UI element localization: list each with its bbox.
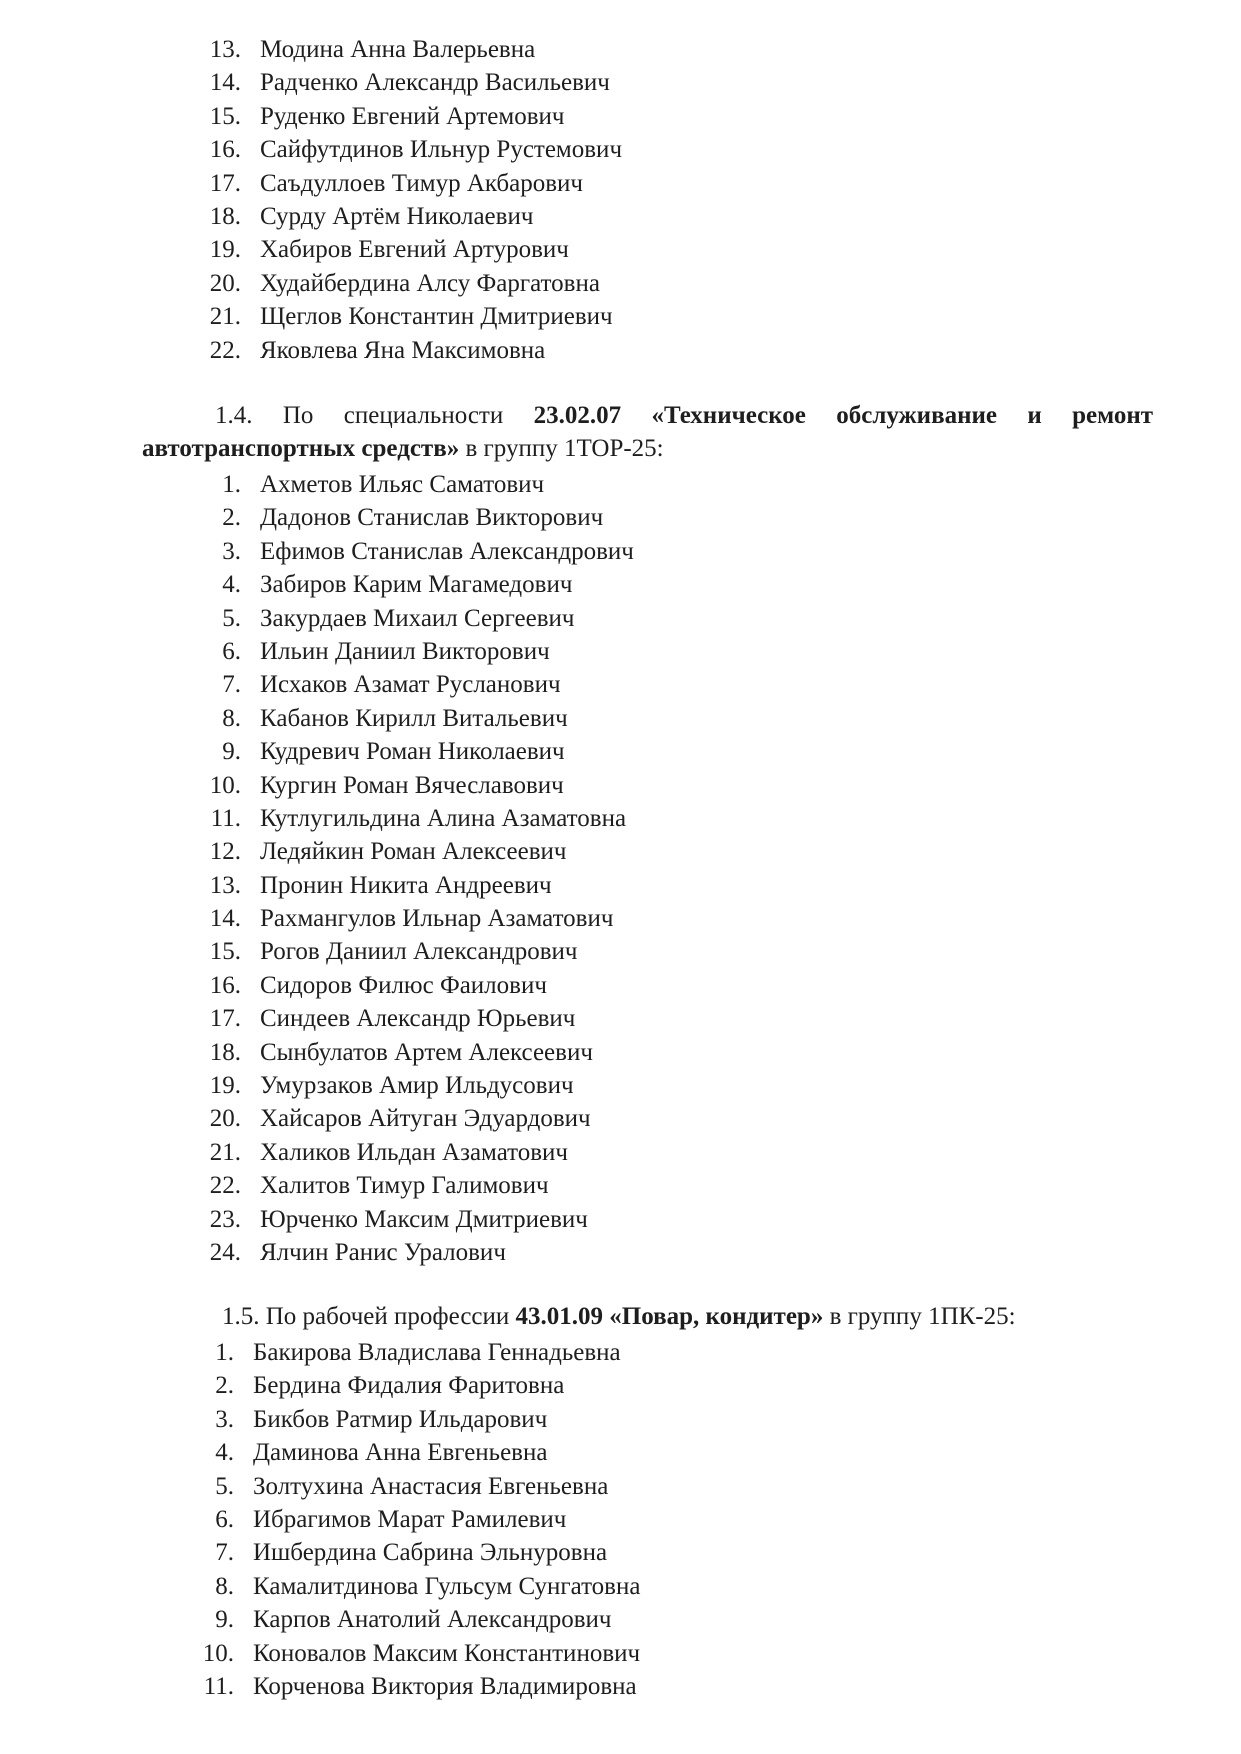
list-item [197, 1002, 897, 1035]
student-name: Камалитдинова Гульсум Сунгатовна [253, 1572, 641, 1600]
student-list-1tor-25 [197, 468, 897, 1269]
item-number: 9. [215, 1606, 234, 1634]
list-item [197, 334, 897, 367]
list-item [197, 233, 897, 266]
item-number: 2. [215, 1372, 234, 1400]
item-number: 4. [215, 1439, 234, 1467]
list-item [190, 1503, 890, 1536]
item-number: 7. [222, 671, 241, 699]
list-item [197, 902, 897, 935]
item-number: 16. [209, 971, 241, 999]
item-number: 15. [209, 938, 241, 966]
item-number: 18. [209, 1038, 241, 1066]
student-name: Пронин Никита Андреевич [260, 871, 552, 899]
item-number: 1. [222, 471, 241, 498]
item-number: 6. [222, 637, 241, 665]
list-item [197, 133, 897, 166]
student-name: Рахмангулов Ильнар Азаматович [260, 905, 614, 933]
list-item [197, 100, 897, 133]
list-item [197, 702, 897, 735]
item-number: 2. [222, 504, 241, 532]
item-number: 20. [209, 269, 241, 297]
student-name: Худайбердина Алсу Фаргатовна [260, 269, 600, 297]
item-number: 10. [202, 1639, 234, 1667]
item-number: 13. [209, 36, 241, 63]
student-name: Халитов Тимур Галимович [260, 1172, 549, 1200]
item-number: 8. [215, 1572, 234, 1600]
list-item [190, 1470, 890, 1503]
student-name: Саъдуллоев Тимур Акбарович [260, 169, 583, 197]
item-number: 6. [215, 1505, 234, 1533]
student-name: Сынбулатов Артем Алексеевич [260, 1038, 593, 1066]
item-number: 22. [209, 1172, 241, 1200]
list-item [197, 1036, 897, 1069]
list-item [197, 200, 897, 233]
list-item [197, 1069, 897, 1102]
list-item [190, 1369, 890, 1402]
student-name: Кудревич Роман Николаевич [260, 738, 565, 766]
list-item [197, 635, 897, 668]
student-list-1pk-25 [190, 1336, 890, 1703]
student-name: Рогов Даниил Александрович [260, 938, 578, 966]
item-number: 18. [209, 202, 241, 230]
student-name: Бикбов Ратмир Ильдарович [253, 1405, 548, 1433]
item-number: 7. [215, 1539, 234, 1567]
list-item [197, 33, 897, 66]
item-number: 16. [209, 136, 241, 164]
student-name: Исхаков Азамат Русланович [260, 671, 561, 699]
list-item [197, 735, 897, 768]
list-item [197, 1169, 897, 1202]
item-number: 5. [222, 604, 241, 632]
student-name: Модина Анна Валерьевна [260, 36, 536, 63]
item-number: 19. [209, 236, 241, 264]
student-name: Сидоров Филюс Фаилович [260, 971, 547, 999]
student-name: Золтухина Анастасия Евгеньевна [253, 1472, 609, 1500]
item-number: 11. [210, 804, 241, 832]
item-number: 5. [215, 1472, 234, 1500]
student-name: Халиков Ильдан Азаматович [260, 1138, 569, 1166]
student-name: Руденко Евгений Артемович [260, 102, 565, 130]
item-number: 12. [209, 838, 241, 866]
list-item [197, 568, 897, 601]
list-item [190, 1603, 890, 1636]
list-item [190, 1403, 890, 1436]
student-name: Радченко Александр Васильевич [260, 69, 610, 97]
student-name: Сайфутдинов Ильнур Рустемович [260, 136, 623, 164]
item-number: 4. [222, 571, 241, 599]
student-name: Кутлугильдина Алина Азаматовна [260, 804, 627, 832]
student-name: Ледяйкин Роман Алексеевич [260, 838, 567, 866]
student-name: Сурду Артём Николаевич [260, 202, 534, 230]
list-item [197, 501, 897, 534]
list-item [190, 1670, 890, 1703]
student-name: Кургин Роман Вячеславович [260, 771, 564, 799]
list-item [197, 869, 897, 902]
list-item [197, 835, 897, 868]
item-number: 15. [209, 102, 241, 130]
list-item [197, 267, 897, 300]
list-item [197, 535, 897, 568]
list-item [197, 66, 897, 99]
student-name: Бердина Фидалия Фаритовна [253, 1372, 565, 1400]
item-number: 20. [209, 1105, 241, 1133]
student-name: Бакирова Владислава Геннадьевна [253, 1339, 621, 1366]
student-name: Дадонов Станислав Викторович [260, 504, 604, 532]
section-1-5-heading: 1.5. По рабочей профессии 43.01.09 «Повар, кондитер» в группу 1ПК-25: [222, 1303, 1016, 1330]
student-name: Даминова Анна Евгеньевна [253, 1439, 548, 1467]
list-item [190, 1536, 890, 1569]
list-item [197, 167, 897, 200]
list-item [197, 1236, 897, 1269]
student-name: Карпов Анатолий Александрович [253, 1606, 612, 1634]
student-name: Щеглов Константин Дмитриевич [260, 303, 613, 331]
list-item [197, 935, 897, 968]
list-item [197, 1102, 897, 1135]
student-name: Юрченко Максим Дмитриевич [260, 1205, 588, 1233]
item-number: 1. [215, 1339, 234, 1366]
list-item [197, 468, 897, 501]
list-item [190, 1436, 890, 1469]
list-item [197, 1203, 897, 1236]
student-name: Ишбердина Сабрина Эльнуровна [253, 1539, 608, 1567]
section-1-4-heading-line2: автотранспортных средств» в группу 1ТОР-25: [142, 435, 664, 462]
item-number: 3. [222, 537, 241, 565]
student-name: Ялчин Ранис Уралович [260, 1238, 506, 1266]
student-name: Хабиров Евгений Артурович [260, 236, 569, 264]
list-item [197, 668, 897, 701]
item-number: 9. [222, 738, 241, 766]
student-name: Ефимов Станислав Александрович [260, 537, 634, 565]
student-name: Забиров Карим Магамедович [260, 571, 573, 599]
student-list-continued [197, 33, 897, 367]
item-number: 14. [209, 905, 241, 933]
list-item [197, 1136, 897, 1169]
item-number: 22. [209, 336, 241, 364]
item-number: 21. [209, 303, 241, 331]
list-item [197, 969, 897, 1002]
item-number: 8. [222, 704, 241, 732]
list-item [197, 300, 897, 333]
item-number: 3. [215, 1405, 234, 1433]
list-item [197, 769, 897, 802]
list-item [190, 1336, 890, 1369]
item-number: 11. [203, 1672, 234, 1700]
student-name: Ильин Даниил Викторович [260, 637, 550, 665]
student-name: Закурдаев Михаил Сергеевич [260, 604, 575, 632]
student-name: Кабанов Кирилл Витальевич [260, 704, 568, 732]
item-number: 17. [209, 169, 241, 197]
list-item [197, 602, 897, 635]
student-name: Корченова Виктория Владимировна [253, 1672, 637, 1700]
section-1-4-heading-line1: 1.4. По специальности 23.02.07 «Техническое обслуживание и ремонт [215, 402, 1154, 429]
student-name: Хайсаров Айтуган Эдуардович [260, 1105, 591, 1133]
item-number: 10. [209, 771, 241, 799]
item-number: 13. [209, 871, 241, 899]
item-number: 24. [209, 1238, 241, 1266]
student-name: Коновалов Максим Константинович [253, 1639, 641, 1667]
student-name: Ибрагимов Марат Рамилевич [253, 1505, 567, 1533]
student-name: Умурзаков Амир Ильдусович [260, 1072, 574, 1100]
item-number: 14. [209, 69, 241, 97]
student-name: Синдеев Александр Юрьевич [260, 1005, 576, 1033]
item-number: 21. [209, 1138, 241, 1166]
list-item [190, 1637, 890, 1670]
item-number: 17. [209, 1005, 241, 1033]
list-item [190, 1570, 890, 1603]
item-number: 23. [209, 1205, 241, 1233]
student-name: Яковлева Яна Максимовна [260, 336, 546, 364]
student-name: Ахметов Ильяс Саматович [260, 471, 545, 498]
item-number: 19. [209, 1072, 241, 1100]
list-item [197, 802, 897, 835]
